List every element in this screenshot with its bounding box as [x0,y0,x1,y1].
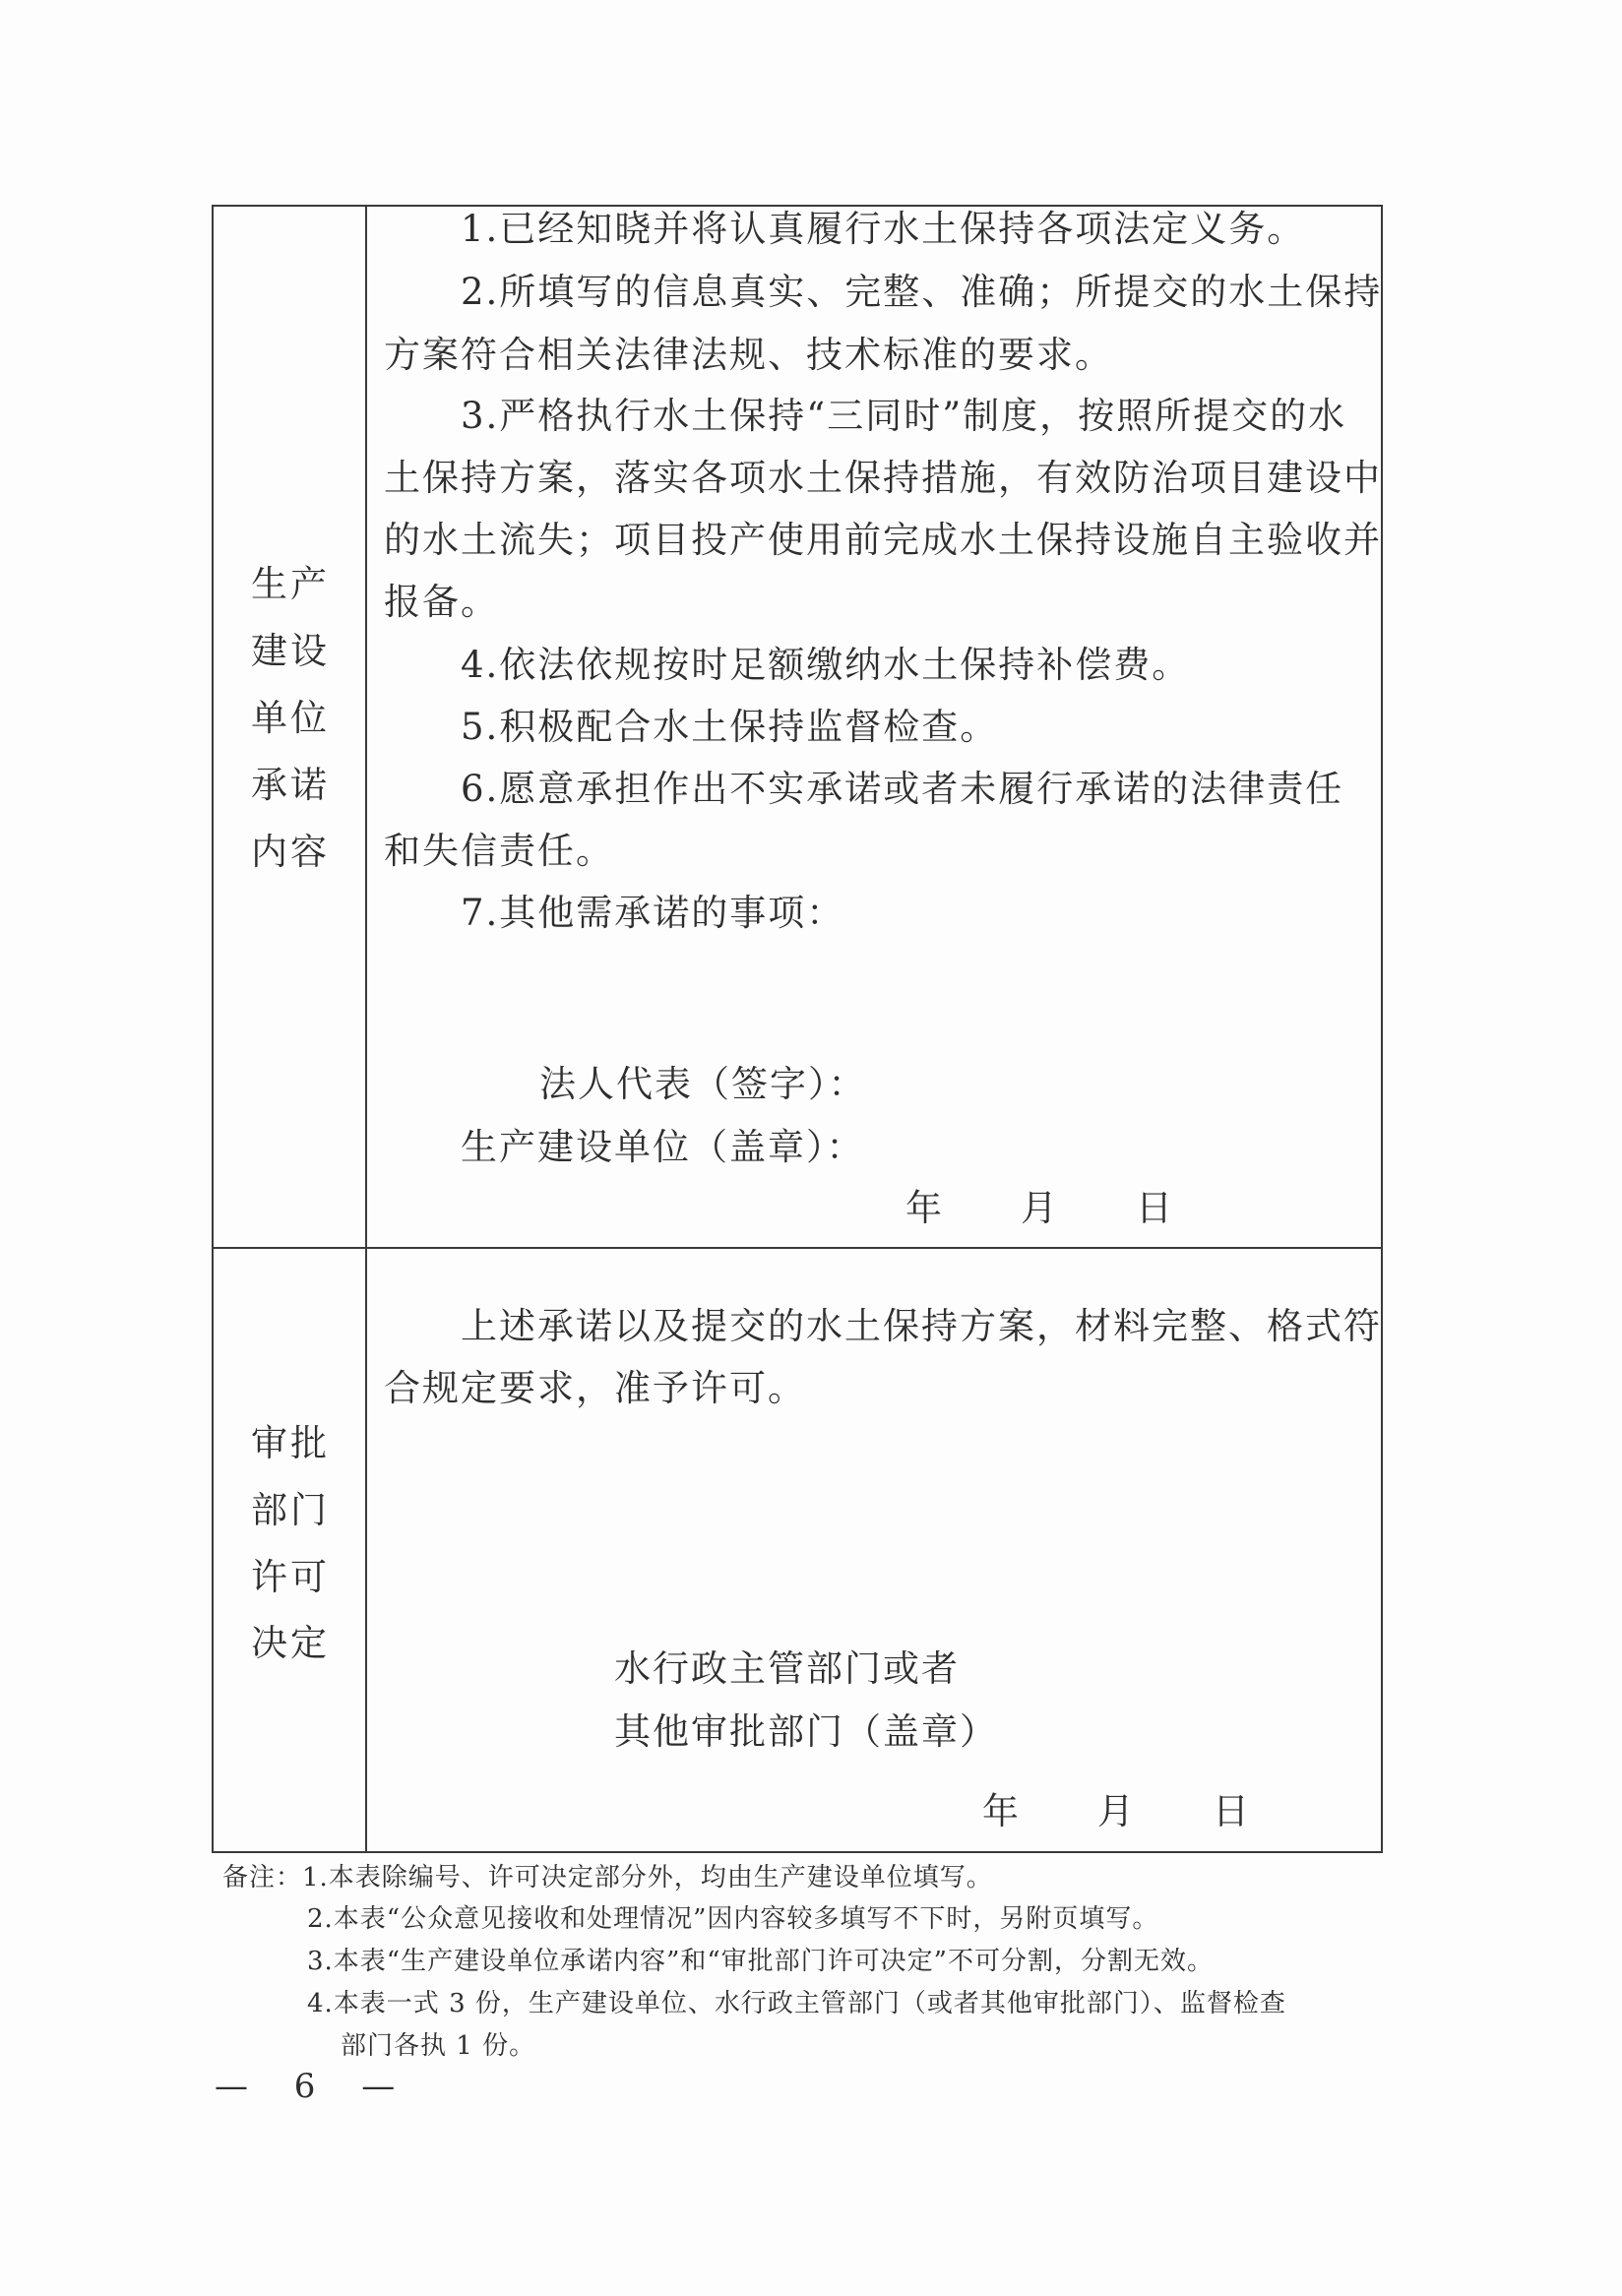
section2-label: 许可 [251,1556,330,1598]
section2-label: 决定 [251,1622,330,1664]
unit-seal-label: 生产建设单位（盖章）： [461,1126,865,1168]
commitment-line: 和失信责任。 [384,830,614,872]
commitment-line: 7.其他需承诺的事项： [461,892,845,934]
column-divider [365,205,367,1853]
date-label: 年 月 日 [982,1790,1251,1832]
row-divider [212,1247,1383,1249]
section1-label: 内容 [251,831,330,873]
legal-rep-signature-label: 法人代表（签字）： [539,1063,867,1105]
commitment-table [212,205,1383,1853]
approval-dept-label: 水行政主管部门或者 [614,1647,960,1690]
commitment-line: 5.积极配合水土保持监督检查。 [461,706,999,748]
commitment-line: 3.严格执行水土保持“三同时”制度，按照所提交的水 [461,395,1347,437]
commitment-line: 4.依法依规按时足额缴纳水土保持补偿费。 [461,644,1191,686]
section1-label: 承诺 [251,764,330,806]
note-line: 备注：1.本表除编号、许可决定部分外，均由生产建设单位填写。 [222,1863,993,1893]
commitment-line: 2.所填写的信息真实、完整、准确；所提交的水土保持 [461,271,1383,313]
section1-label: 单位 [251,697,330,739]
date-label: 年 月 日 [905,1187,1174,1229]
note-line: 3.本表“生产建设单位承诺内容”和“审批部门许可决定”不可分割，分割无效。 [307,1947,1214,1976]
section1-label: 生产 [251,563,330,605]
section2-label: 部门 [251,1489,330,1531]
approval-seal-label: 其他审批部门（盖章） [614,1710,998,1753]
section2-label: 审批 [251,1422,330,1464]
approval-line: 上述承诺以及提交的水土保持方案，材料完整、格式符 [461,1305,1382,1347]
note-line: 部门各执 1 份。 [341,2031,536,2061]
page-number: — 6 — [215,2067,413,2106]
commitment-line: 土保持方案，落实各项水土保持措施，有效防治项目建设中 [384,457,1382,499]
approval-line: 合规定要求，准予许可。 [384,1367,806,1409]
note-line: 2.本表“公众意见接收和处理情况”因内容较多填写不下时，另附页填写。 [307,1904,1159,1934]
commitment-line: 6.愿意承担作出不实承诺或者未履行承诺的法律责任 [461,768,1344,810]
section1-label: 建设 [251,630,330,672]
commitment-line: 的水土流失；项目投产使用前完成水土保持设施自主验收并 [384,519,1382,561]
commitment-line: 1.已经知晓并将认真履行水土保持各项法定义务。 [461,208,1306,250]
commitment-line: 报备。 [384,581,499,623]
commitment-line: 方案符合相关法律法规、技术标准的要求。 [384,334,1113,376]
note-line: 4.本表一式 3 份，生产建设单位、水行政主管部门（或者其他审批部门）、监督检查 [307,1989,1286,2018]
